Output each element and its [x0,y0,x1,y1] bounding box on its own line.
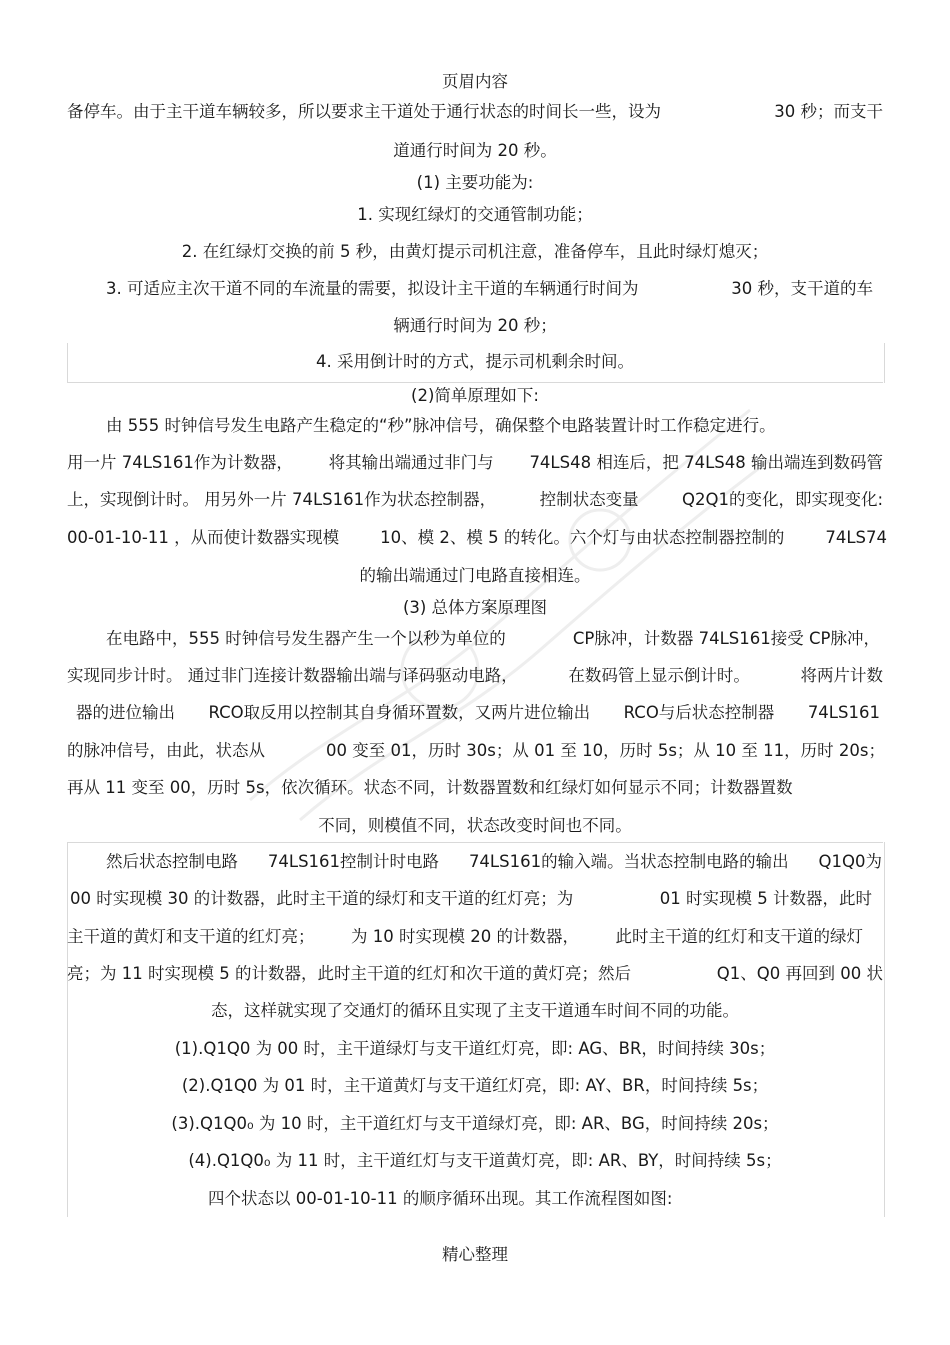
section-heading: (1) 主要功能为: [416,173,534,192]
text-line: 然后状态控制电路 74LS161控制计时电路 74LS161的输入端。当状态控制电路的输出 Q1Q0为 [106,852,882,871]
state-item: (1).Q1Q0 为 00 时，主干道绿灯与支干道红灯亮，即: AG、BR，时间持续 30s； [174,1039,776,1058]
text-line: 00 时实现模 30 的计数器，此时主干道的绿灯和支干道的红灯亮；为 01 时实现模 5 计数器，此时 [70,889,872,908]
text-line: 的输出端通过门电路直接相连。 [359,566,591,585]
text-line: 备停车。由于主干道车辆较多，所以要求主干道处于通行状态的时间长一些，设为 30 秒；而支干 [67,102,883,121]
text-line: 道通行时间为 20 秒。 [393,141,557,160]
page-footer: 精心整理 [442,1245,508,1264]
state-item: (2).Q1Q0 为 01 时，主干道黄灯与支干道红灯亮，即: AY、BR，时间持续 5s； [181,1076,769,1095]
state-item: (4).Q1Q0₀ 为 11 时，主干道红灯与支干道黄灯亮，即: AR、BY，时间持续 5s； [188,1151,782,1170]
section-heading: (3) 总体方案原理图 [402,598,548,617]
text-line: 态，这样就实现了交通灯的循环且实现了主支干道通车时间不同的功能。 [211,1001,739,1020]
list-item: 2. 在红绿灯交换的前 5 秒，由黄灯提示司机注意，准备停车，且此时绿灯熄灭； [181,242,769,261]
text-line: 由 555 时钟信号发生电路产生稳定的“秒”脉冲信号，确保整个电路装置计时工作稳定进行。 [106,416,776,435]
list-item: 3. 可适应主次干道不同的车流量的需要，拟设计主干道的车辆通行时间为 30 秒，支干道的车 [106,279,873,298]
text-line: 实现同步计时。 通过非门连接计数器输出端与译码驱动电路， 在数码管上显示倒计时。 将两片计数 [67,666,883,685]
text-line: 主干道的黄灯和支干道的红灯亮； 为 10 时实现模 20 的计数器， 此时主干道的红灯和支干道的绿灯 [67,927,863,946]
section-heading: (2)简单原理如下: [411,386,539,405]
text-line: 不同，则模值不同，状态改变时间也不同。 [318,816,632,835]
frame-rule-1 [67,382,883,383]
frame-rule-2 [67,842,883,843]
text-line: 亮；为 11 时实现模 5 的计数器，此时主干道的红灯和次干道的黄灯亮；然后 Q1、Q0 再回到 00 状 [67,964,883,983]
list-item: 辆通行时间为 20 秒； [393,316,557,335]
text-line: 上，实现倒计时。 用另外一片 74LS161作为状态控制器， 控制状态变量 Q2Q1的变化，即实现变化: [67,490,883,509]
state-item: (3).Q1Q0₀ 为 10 时，主干道红灯与支干道绿灯亮，即: AR、BG，时间持续 20s； [171,1114,779,1133]
text-line: 在电路中，555 时钟信号发生器产生一个以秒为单位的 CP脉冲，计数器 74LS161接受 CP脉冲， [106,629,880,648]
text-line: 器的进位输出 RCO取反用以控制其自身循环置数，又两片进位输出 RCO与后状态控制器 74LS161 [76,703,880,722]
text-line: 再从 11 变至 00，历时 5s，依次循环。状态不同，计数器置数和红绿灯如何显示不同；计数器置数 [67,778,793,797]
text-line: 用一片 74LS161作为计数器， 将其输出端通过非门与 74LS48 相连后，把 74LS48 输出端连到数码管 [67,453,883,472]
list-item: 1. 实现红绿灯的交通管制功能； [357,205,593,224]
text-line: 00-01-10-11 ，从而使计数器实现模 10、模 2、模 5 的转化。六个灯与由状态控制器控制的 74LS74 [67,528,887,547]
page-header: 页眉内容 [442,72,508,91]
text-line: 的脉冲信号，由此，状态从 00 变至 01，历时 30s；从 01 至 10，历时 5s；从 10 至 11，历时 20s； [67,741,885,760]
text-line: 四个状态以 00-01-10-11 的顺序循环出现。其工作流程图如图: [208,1189,673,1208]
list-item: 4. 采用倒计时的方式，提示司机剩余时间。 [316,352,634,371]
